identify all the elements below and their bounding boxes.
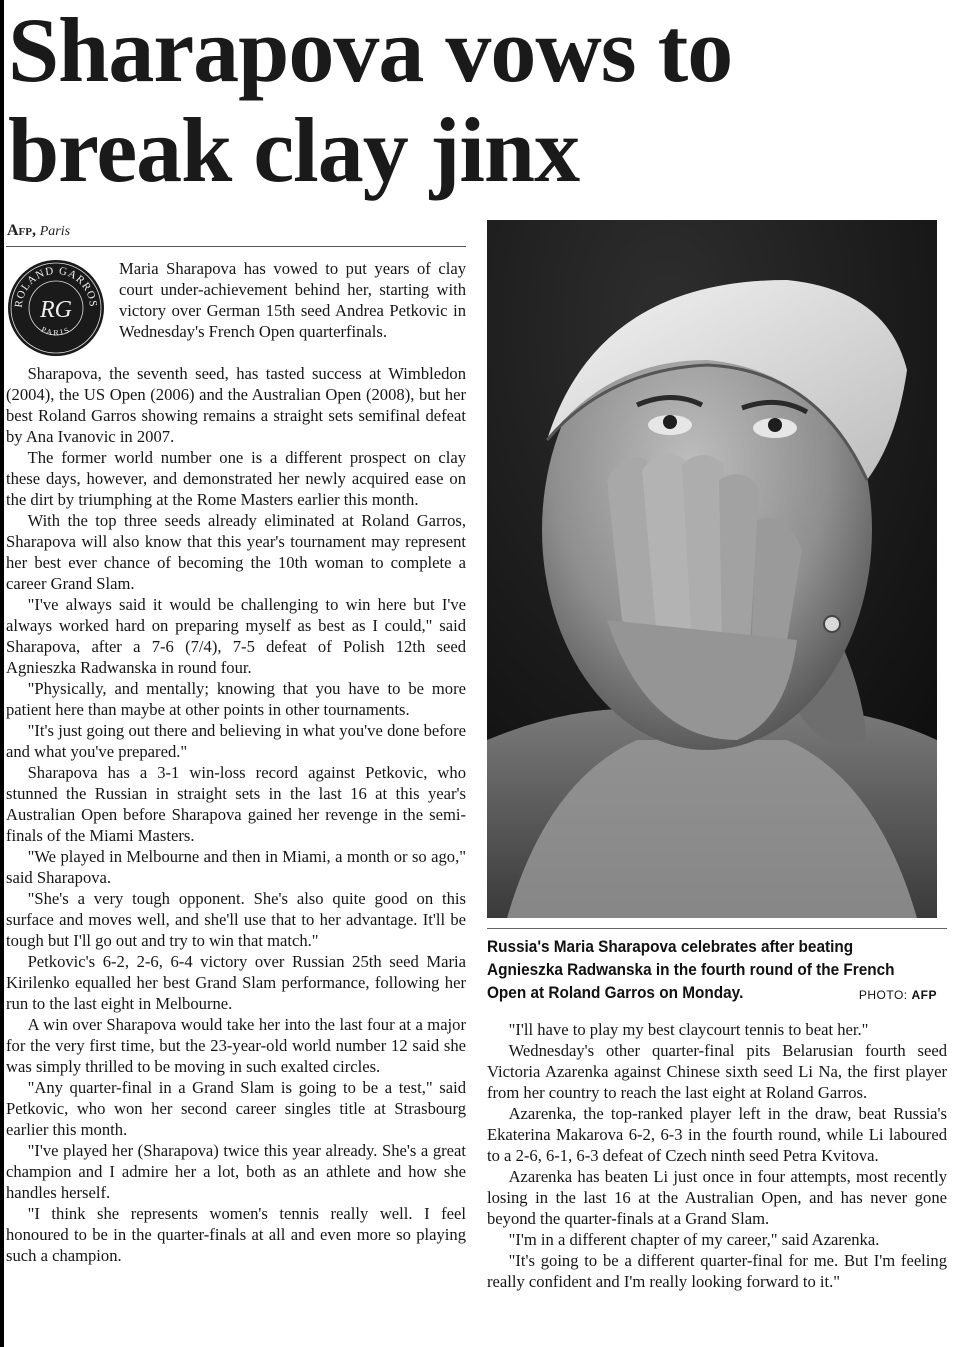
logo-monogram: RG <box>40 297 72 323</box>
roland-garros-logo <box>6 258 106 358</box>
paragraph: The former world number one is a different prospect on clay these days, however, and demonstrated her newly acquired ease on the dirt by triumphing at the Rome Masters earlier this month. <box>6 448 466 509</box>
paragraph: With the top three seeds already eliminated at Roland Garros, Sharapova will also know that this year's tournament may represent her best ever chance of becoming the 10th woman to complete a career Grand Slam. <box>6 511 466 593</box>
byline-city: Paris <box>39 224 71 239</box>
paragraph: Wednesday's other quarter-final pits Belarusian fourth seed Victoria Azarenka against Chinese sixth seed Li Na, the first player from her country to reach the last eight at Roland Garros. <box>487 1041 947 1102</box>
paragraph: "I think she represents women's tennis really well. I feel honoured to be in the quarter-finals at all and even more so playing such a champion. <box>6 1204 466 1265</box>
paragraph: Petkovic's 6-2, 2-6, 6-4 victory over Russian 25th seed Maria Kirilenko equalled her best Grand Slam performance, following her run to the last eight in Melbourne. <box>6 952 466 1013</box>
byline-agency: Afp, <box>7 222 36 239</box>
article-right-column <box>487 1019 947 1292</box>
paragraph: "It's going to be a different quarter-final for me. But I'm feeling really confident and I'm really looking forward to it." <box>487 1251 947 1291</box>
photo-illustration <box>487 220 937 918</box>
logo-bottom-text: PARIS <box>39 324 73 338</box>
paragraph: Azarenka, the top-ranked player left in the draw, beat Russia's Ekaterina Makarova 6-2, 6-3 in the fourth round, while Li laboured to a 2-6, 6-1, 6-3 defeat of Czech ninth seed Petra Kvitova. <box>487 1104 947 1165</box>
page-edge-rule <box>0 0 4 1347</box>
paragraph: A win over Sharapova would take her into the last four at a major for the very first time, but the 23-year-old world number 12 said she was simply thrilled to be moving in such exalted circles. <box>6 1015 466 1076</box>
paragraph: Azarenka has beaten Li just once in four attempts, most recently losing in the last 16 at the Australian Open, and has never gone beyond the quarter-finals at a Grand Slam. <box>487 1167 947 1228</box>
paragraph: "I'm in a different chapter of my career," said Azarenka. <box>508 1230 880 1249</box>
headline: Sharapova vows to break clay jinx <box>8 0 733 201</box>
paragraph: "It's just going out there and believing in what you've done before and what you've prepared." <box>6 721 466 761</box>
paragraph: "Any quarter-final in a Grand Slam is going to be a test," said Petkovic, who won her second career singles title at Strasbourg earlier this month. <box>6 1078 466 1139</box>
photo-sharapova <box>487 220 937 918</box>
paragraph: "Physically, and mentally; knowing that you have to be more patient here than maybe at other points in other tournaments. <box>6 679 466 719</box>
logo-top-text: ROLAND GARROS <box>12 264 100 309</box>
paragraph: "We played in Melbourne and then in Miami, a month or so ago," said Sharapova. <box>6 847 466 887</box>
paragraph: "I'll have to play my best claycourt tennis to beat her." <box>508 1020 869 1039</box>
photo-credit-source: AFP <box>911 988 937 1002</box>
photo-credit-label: PHOTO: <box>858 988 908 1002</box>
paragraph: "She's a very tough opponent. She's also quite good on this surface and moves well, and she'll use that to her advantage. It'll be tough but I'll go out and try to win that match." <box>6 889 466 950</box>
byline <box>7 222 467 240</box>
photo-rule <box>487 928 947 929</box>
article-left-column <box>6 363 466 1266</box>
paragraph: Sharapova, the seventh seed, has tasted success at Wimbledon (2004), the US Open (2006) and the Australian Open (2008), but her best Roland Garros showing remains a straight sets semifinal defeat by Ana Ivanovic in 2007. <box>6 364 466 446</box>
paragraph: "I've always said it would be challenging to win here but I've always worked hard on preparing myself as best as I could," said Sharapova, after a 7-6 (7/4), 7-5 defeat of Polish 12th seed Agnieszka Radwanska in round four. <box>6 595 466 677</box>
paragraph: Sharapova has a 3-1 win-loss record against Petkovic, who stunned the Russian in straight sets in the last 16 at this year's Australian Open before Sharapova gained her revenge in the semi-finals of the Miami Masters. <box>6 763 466 845</box>
lead-paragraph: Maria Sharapova has vowed to put years of clay court under-achievement behind her, starting with victory over German 15th seed Andrea Petkovic in Wednesday's French Open quarterfinals. <box>119 259 466 341</box>
byline-rule <box>6 246 466 247</box>
photo-credit <box>859 988 937 1002</box>
paragraph: "I've played her (Sharapova) twice this year already. She's a great champion and I admire her a lot, both as an athlete and how she handles herself. <box>6 1141 466 1202</box>
photo-caption: Russia's Maria Sharapova celebrates after beating Agnieszka Radwanska in the fourth round of the French Open at Roland Garros on Monday. <box>487 938 895 1002</box>
